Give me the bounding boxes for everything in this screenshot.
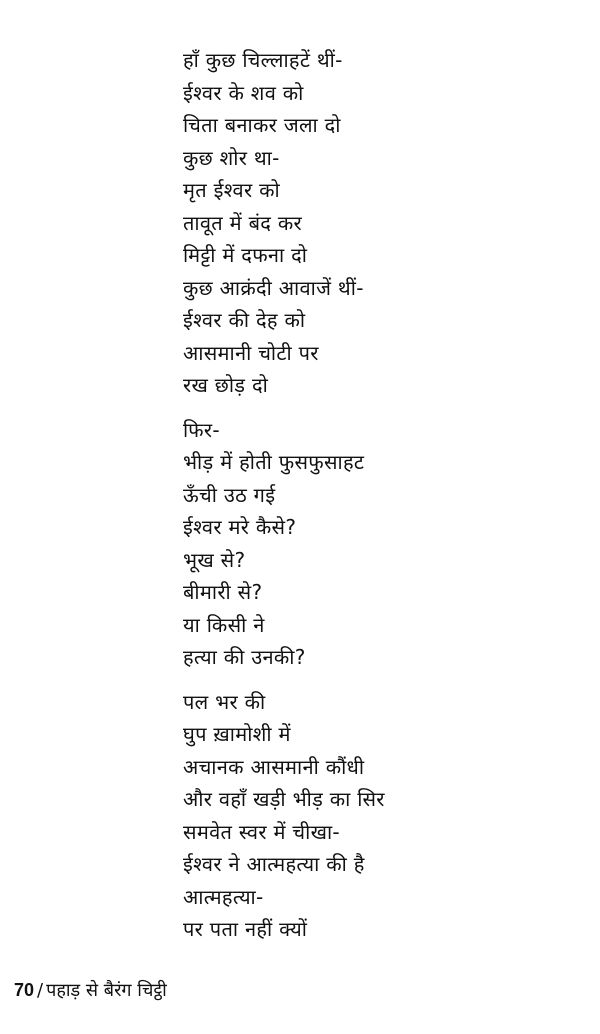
poem-line: ऊँची उठ गई bbox=[183, 482, 276, 507]
poem-line: अचानक आसमानी कौंधी bbox=[183, 754, 365, 779]
poem-line: पर पता नहीं क्यों bbox=[183, 917, 308, 941]
poem-body bbox=[183, 44, 483, 946]
page-number: 70 bbox=[14, 980, 35, 1000]
poem-line: कुछ शोर था- bbox=[183, 145, 280, 170]
book-title: पहाड़ से बैरंग चिट्ठी bbox=[46, 980, 167, 1001]
poem-line: ईश्वर ने आत्महत्या की है bbox=[183, 852, 365, 876]
poem-line: घुप ख़ामोशी में bbox=[183, 722, 291, 746]
poem-line: रख छोड़ दो bbox=[183, 373, 269, 397]
stanza-1 bbox=[183, 44, 483, 402]
stanza-3 bbox=[183, 686, 483, 946]
footer-separator: / bbox=[37, 980, 44, 1001]
poem-line: या किसी ने bbox=[183, 612, 265, 637]
poem-line: पल भर की bbox=[183, 689, 266, 714]
poem-line: मिट्टी में दफना दो bbox=[183, 243, 308, 267]
poem-line: और वहाँ खड़ी भीड़ का सिर bbox=[183, 787, 385, 811]
poem-line: समवेत स्वर में चीखा- bbox=[183, 819, 340, 844]
poem-line: बीमारी से? bbox=[183, 580, 263, 604]
page-footer bbox=[14, 976, 167, 1005]
poem-line: मृत ईश्वर को bbox=[183, 178, 280, 202]
poem-line: भीड़ में होती फुसफुसाहट bbox=[183, 450, 365, 474]
stanza-2 bbox=[183, 414, 483, 674]
poem-line: हत्या की उनकी? bbox=[183, 645, 306, 669]
poem-line: भूख से? bbox=[183, 547, 246, 572]
poem-line: ईश्वर मरे कैसे? bbox=[183, 515, 297, 539]
poem-line: तावूत में बंद कर bbox=[183, 210, 303, 235]
poem-line: हाँ कुछ चिल्लाहटें थीं- bbox=[183, 48, 343, 72]
poem-line: फिर- bbox=[183, 417, 220, 442]
poem-line: ईश्वर के शव को bbox=[183, 80, 304, 105]
poem-line: आत्महत्या- bbox=[183, 884, 264, 909]
poem-line: चिता बनाकर जला दो bbox=[183, 113, 341, 137]
poem-line: कुछ आक्रंदी आवाजें थीं- bbox=[183, 275, 364, 300]
poem-line: ईश्वर की देह को bbox=[183, 308, 306, 332]
poem-line: आसमानी चोटी पर bbox=[183, 340, 319, 365]
